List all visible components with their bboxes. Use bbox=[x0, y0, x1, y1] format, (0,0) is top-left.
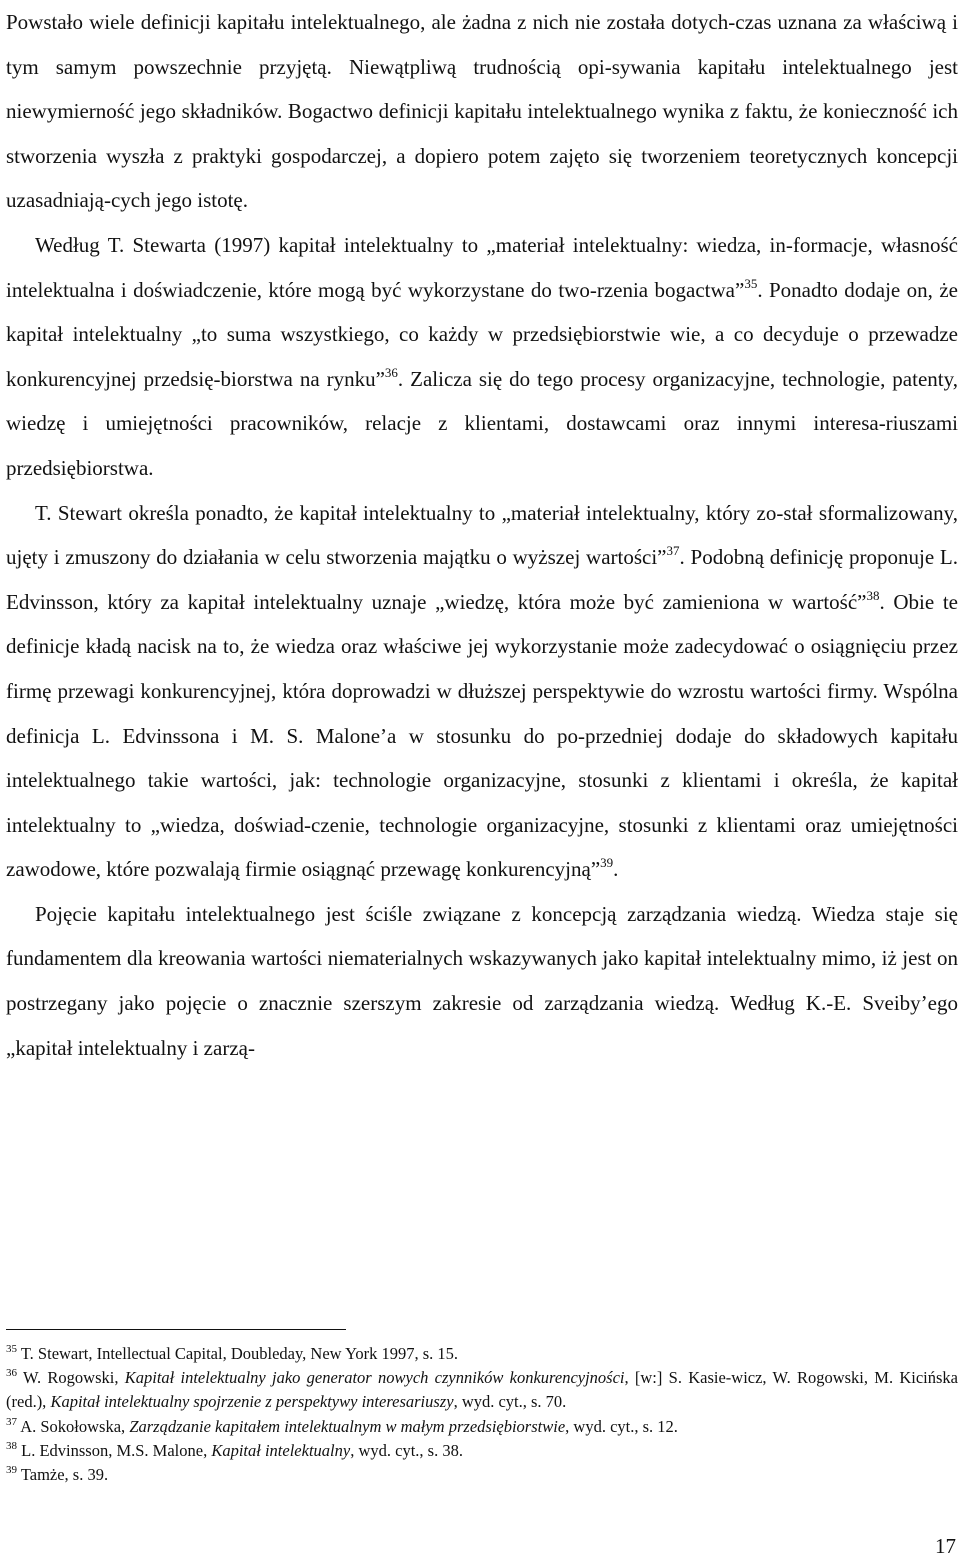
footnote-title: Zarządzanie kapitałem intelektualnym w małym przedsiębiorstwie bbox=[129, 1416, 566, 1436]
footnote-text: A. Sokołowska, bbox=[17, 1416, 130, 1436]
footnote-ref-38[interactable]: 38 bbox=[866, 587, 880, 603]
footnote-ref-37[interactable]: 37 bbox=[666, 543, 680, 559]
paragraph-3-text-a: T. Stewart określa ponadto, że kapitał intelektualny to „materiał intelektualny, który zo-stał sformalizowany, ujęty i zmuszony do działania w celu stworzenia majątku o wyższej wartości” bbox=[6, 500, 958, 570]
paragraph-4 bbox=[6, 892, 958, 1070]
footnote-38 bbox=[6, 1439, 958, 1463]
footnote-text: Tamże, s. 39. bbox=[17, 1465, 109, 1485]
footnote-number: 38 bbox=[6, 1439, 17, 1452]
footnote-39 bbox=[6, 1463, 958, 1487]
footnotes bbox=[6, 1342, 958, 1487]
footnote-number: 36 bbox=[6, 1367, 17, 1380]
paragraph-3-text-b: . Podobną definicję proponuje L. Edvinsson, który za kapitał intelektualny uznaje „wiedzę, która może być zamieniona w wartość” bbox=[6, 545, 959, 614]
paragraph-2-text-c: . Zalicza się do tego procesy organizacyjne, technologie, patenty, wiedzę i umiejętności pracowników, relacje z klientami, dostawcami oraz innymi interesa-riuszami przedsiębiorstwa. bbox=[6, 366, 958, 480]
footnote-ref-35[interactable]: 35 bbox=[744, 275, 758, 291]
page-number: 17 bbox=[935, 1534, 956, 1558]
footnote-text: , wyd. cyt., s. 38. bbox=[350, 1440, 463, 1460]
paragraph-3-text-d: . bbox=[613, 857, 619, 882]
footnote-title: Kapitał intelektualny jako generator nowych czynników konkurencyjności bbox=[124, 1368, 625, 1388]
footnote-35 bbox=[6, 1342, 958, 1366]
footnote-text: , wyd. cyt., s. 12. bbox=[565, 1416, 678, 1436]
paragraph-1 bbox=[6, 0, 958, 223]
footnote-number: 35 bbox=[6, 1343, 17, 1355]
footnote-36 bbox=[6, 1366, 958, 1414]
paragraph-1-text: Powstało wiele definicji kapitału intelektualnego, ale żadna z nich nie została dotych-czas uznana za właściwą i tym samym powszechnie przyjętą. Niewątpliwą trudnością opi-sywania kapitału intelektualnego jest niewymierność jego składników. Bogactwo definicji kapitału intelektualnego wynika z faktu, że konieczność ich stworzenia wyszła z praktyki gospodarczej, a dopiero potem zajęto się tworzeniem teoretycznych koncepcji uzasadniają-cych jego istotę. bbox=[6, 10, 958, 213]
paragraph-4-text: Pojęcie kapitału intelektualnego jest ściśle związane z koncepcją zarządzania wiedzą. Wiedza staje się fundamentem dla kreowania wartości niematerialnych wskazywanych jako kapitał intelektualny mimo, iż jest on postrzegany jako pojęcie o znacznie szerszym zakresie od zarządzania wiedzą. Według K.-E. Sveiby’ego „kapitał intelektualny i zarzą- bbox=[6, 901, 958, 1060]
footnote-text: , wyd. cyt., s. 70. bbox=[453, 1392, 567, 1412]
footnote-text: L. Edvinsson, M.S. Malone, bbox=[17, 1440, 212, 1460]
footnote-ref-36[interactable]: 36 bbox=[384, 364, 398, 380]
footnote-ref-39[interactable]: 39 bbox=[600, 855, 614, 871]
footnote-number: 37 bbox=[6, 1415, 17, 1428]
paragraph-2 bbox=[6, 223, 958, 491]
paragraph-3 bbox=[6, 491, 958, 892]
footnote-37 bbox=[6, 1415, 958, 1439]
footnote-number: 39 bbox=[6, 1464, 17, 1477]
footnote-text: , [w:] S. Kasie-wicz, W. Rogowski, M. Kicińska (red.), bbox=[6, 1368, 958, 1412]
main-text bbox=[6, 0, 958, 1070]
paragraph-2-text-a: Według T. Stewarta (1997) kapitał intelektualny to „materiał intelektualny: wiedza, in-formacje, własność intelektualna i doświadczenie, które mogą być wykorzystane do two-rzenia bogactwa” bbox=[6, 232, 958, 302]
footnote-text: T. Stewart, Intellectual Capital, Doubleday, New York 1997, s. 15. bbox=[17, 1344, 458, 1363]
footnote-text: W. Rogowski, bbox=[17, 1368, 125, 1388]
paragraph-3-text-c: . Obie te definicje kładą nacisk na to, że wiedza oraz właściwe jej wykorzystanie może zadecydować o osiągnięciu przez firmę przewagi konkurencyjnej, która doprowadzi w dłuższej perspektywie do wzrostu wartości firmy. Wspólna definicja L. Edvinssona i M. S. Malone’a w stosunku do po-przedniej dodaje do składowych kapitału intelektualnego takie wartości, jak: technologie organizacyjne, stosunki z klientami i określa, że kapitał intelektualny to „wiedza, doświad-czenie, technologie organizacyjne, stosunki z klientami oraz umiejętności zawodowe, które pozwalają firmie osiągnąć przewagę konkurencyjną” bbox=[6, 589, 958, 882]
footnote-title: Kapitał intelektualny spojrzenie z perspektywy interesariuszy bbox=[50, 1392, 454, 1412]
footnote-separator bbox=[6, 1329, 346, 1330]
paragraph-2-text-b: . Ponadto dodaje on, że kapitał intelektualny „to suma wszystkiego, co każdy w przedsiębiorstwie wie, a co decyduje o przewadze konkurencyjnej przedsię-biorstwa na rynku” bbox=[6, 277, 958, 391]
footnote-title: Kapitał intelektualny bbox=[211, 1440, 351, 1460]
